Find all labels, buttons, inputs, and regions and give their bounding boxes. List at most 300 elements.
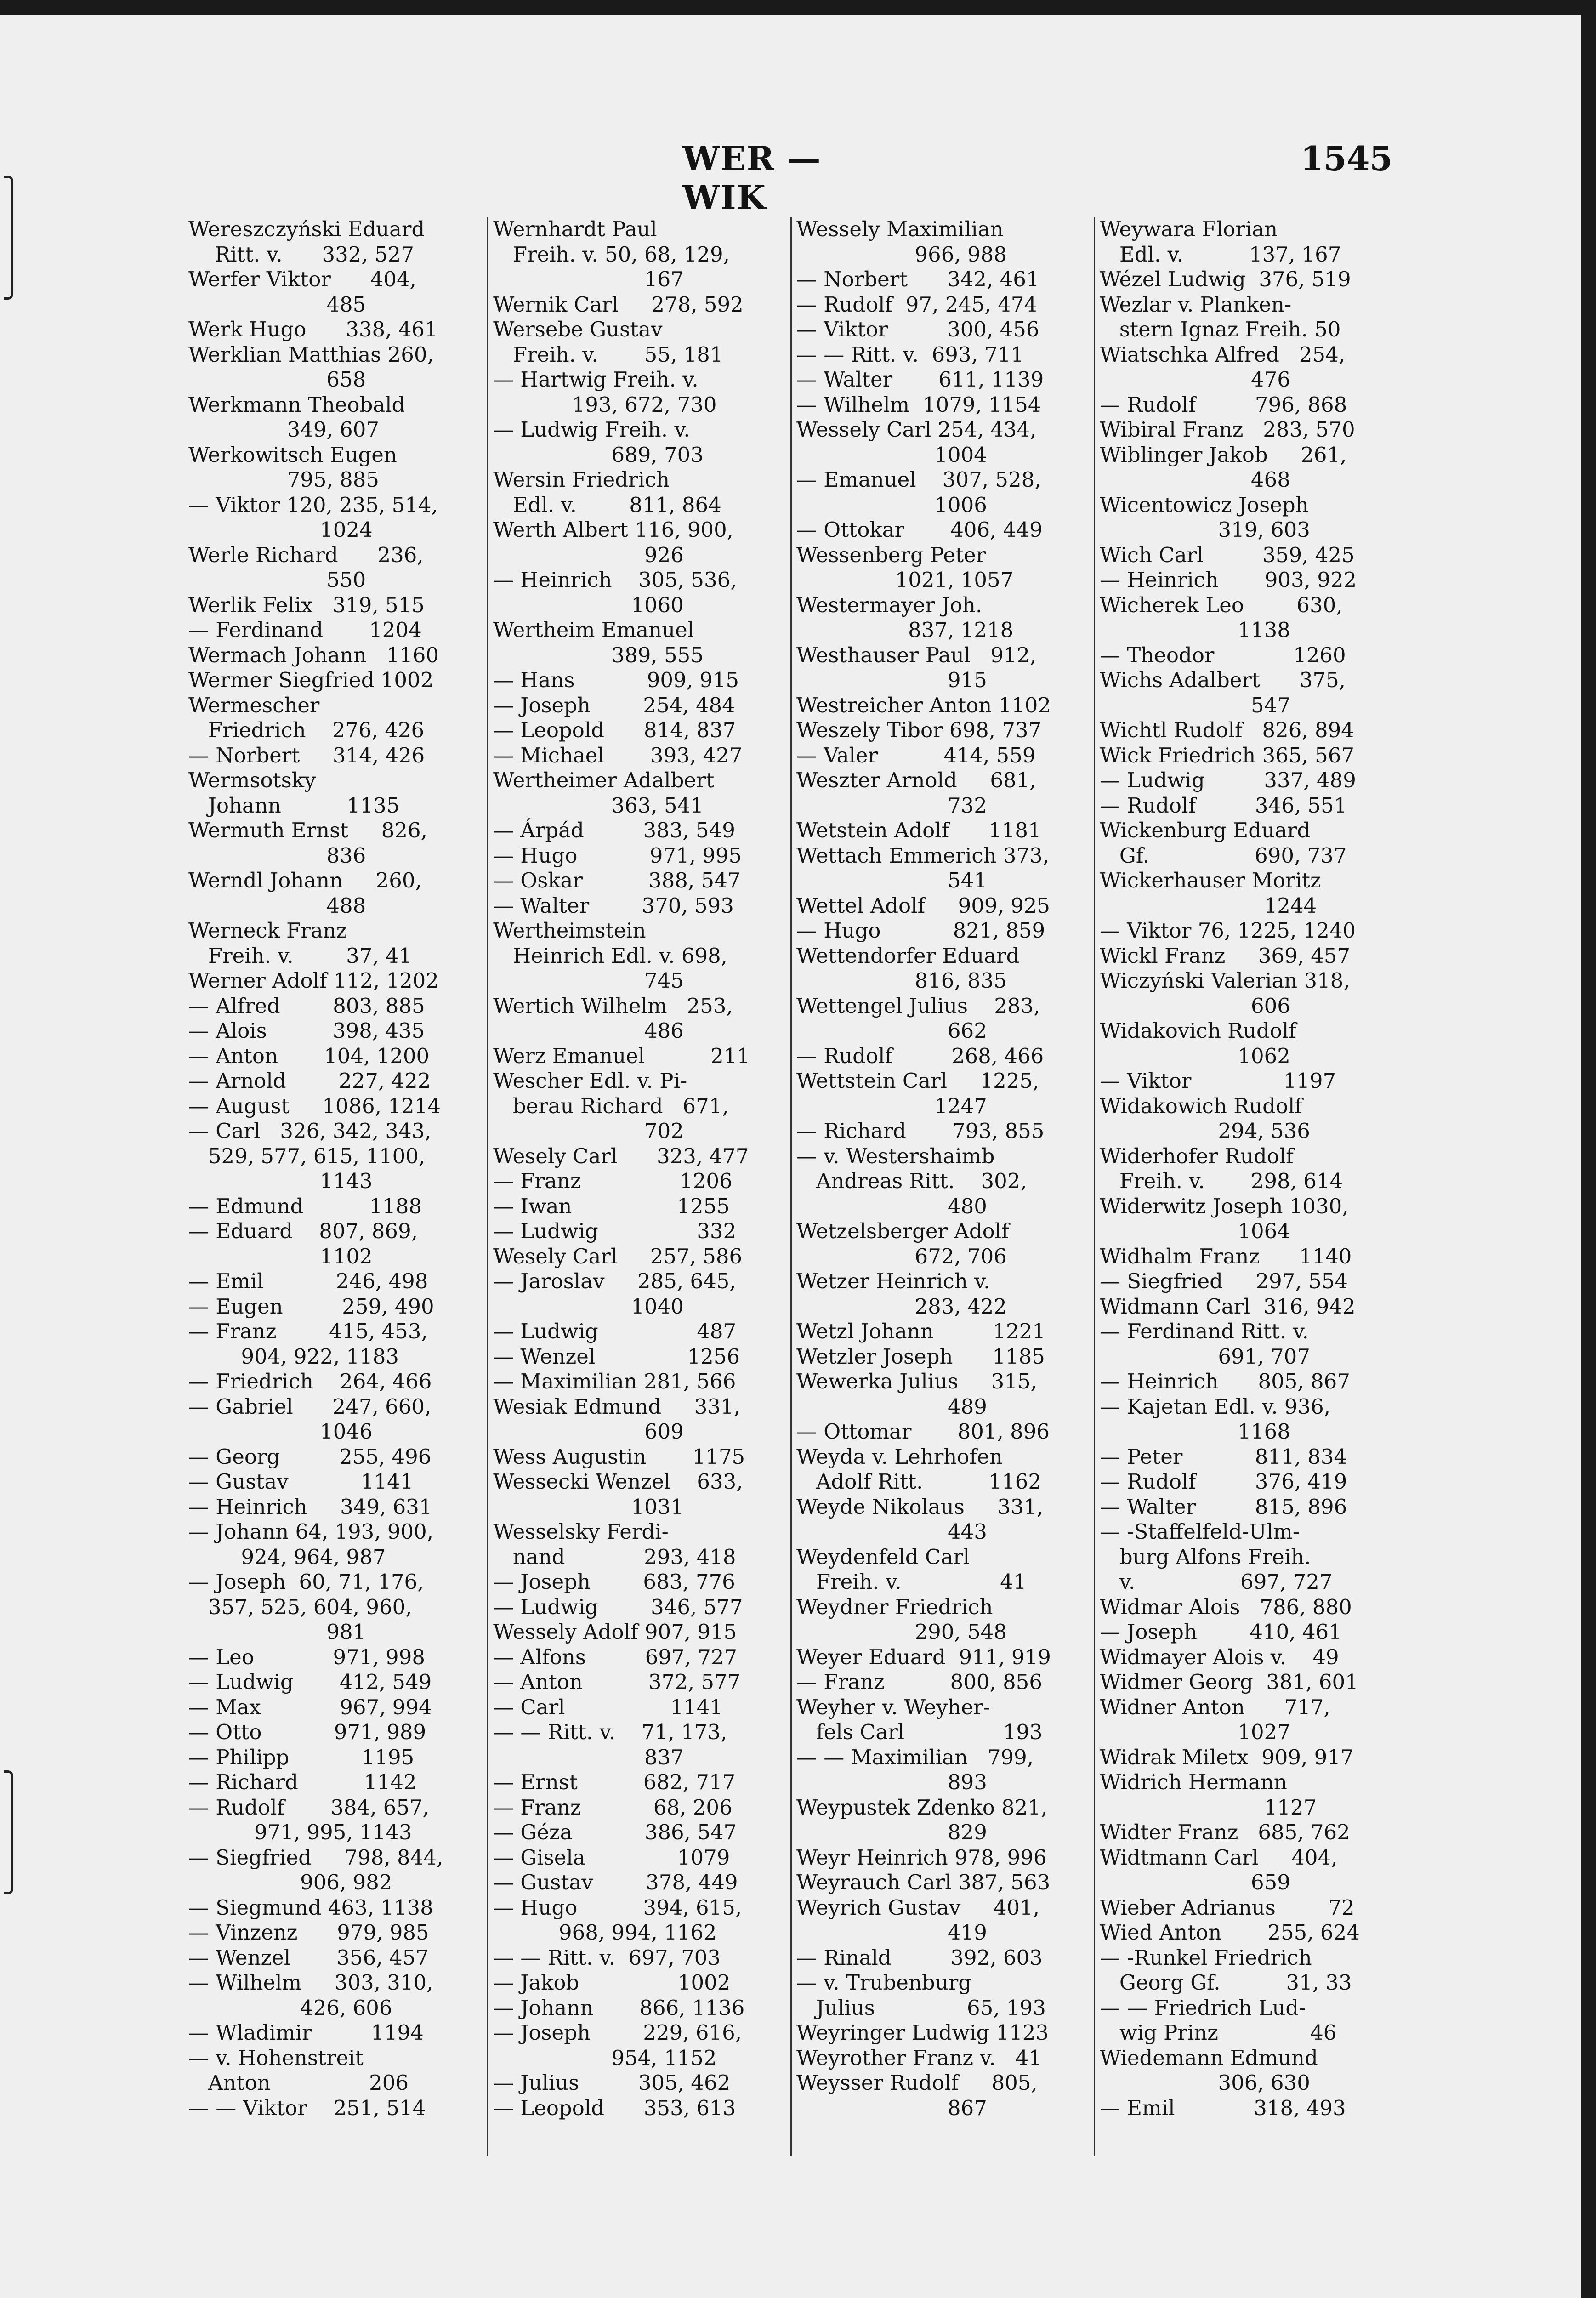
index-entry: Widhalm Franz 1140 — [1100, 1244, 1352, 1268]
index-entry: — Carl 326, 342, 343, — [188, 1119, 432, 1143]
index-entry: 349, 607 — [188, 417, 379, 442]
index-entry: 363, 541 — [493, 793, 704, 818]
index-entry: Wich Carl 359, 425 — [1100, 542, 1355, 567]
index-entry: Wiblinger Jakob 261, — [1100, 442, 1347, 467]
index-entry: — Walter 815, 896 — [1100, 1494, 1347, 1519]
index-entry: 954, 1152 — [493, 2045, 717, 2070]
index-entry: — Rinald 392, 603 — [796, 1945, 1043, 1970]
index-entry: v. 697, 727 — [1100, 1570, 1333, 1594]
index-entry: Weyrich Gustav 401, — [796, 1895, 1040, 1920]
index-entry: Weyr Heinrich 978, 996 — [796, 1845, 1047, 1870]
index-entry: 468 — [1100, 467, 1290, 492]
index-entry: — Emil 246, 498 — [188, 1269, 428, 1293]
index-entry: Weyda v. Lehrhofen — [796, 1444, 1003, 1469]
index-entry: 606 — [1100, 993, 1290, 1018]
index-entry: 1004 — [796, 442, 987, 467]
index-entry: Widrich Hermann — [1100, 1770, 1287, 1794]
index-entry: Werk Hugo 338, 461 — [188, 317, 438, 341]
index-entry: — Hugo 971, 995 — [493, 843, 742, 868]
index-column-4 — [1094, 217, 1397, 2156]
index-entry: — Wenzel 356, 457 — [188, 1945, 429, 1970]
index-entry: berau Richard 671, — [493, 1093, 729, 1118]
index-entry: Wersin Friedrich — [493, 467, 670, 492]
index-entry: Wickenburg Eduard — [1100, 818, 1311, 842]
index-entry: 1024 — [188, 518, 373, 542]
index-entry: Weyer Eduard 911, 919 — [796, 1644, 1051, 1669]
index-entry: — Wladimir 1194 — [188, 2020, 424, 2045]
index-entry: — Leo 971, 998 — [188, 1644, 425, 1669]
index-entry: Wesselsky Ferdi- — [493, 1519, 669, 1544]
index-entry: 319, 603 — [1100, 518, 1310, 542]
index-entry: Widmann Carl 316, 942 — [1100, 1294, 1356, 1319]
index-entry: — Julius 305, 462 — [493, 2070, 731, 2095]
index-entry: — Anton 104, 1200 — [188, 1043, 430, 1068]
index-entry: — Oskar 388, 547 — [493, 868, 741, 893]
index-entry: — Leopold 814, 837 — [493, 718, 736, 742]
index-entry: Julius 65, 193 — [796, 1995, 1046, 2020]
index-entry: stern Ignaz Freih. 50 — [1100, 317, 1341, 341]
index-entry: Werlik Felix 319, 515 — [188, 592, 425, 617]
index-entry: — Arnold 227, 422 — [188, 1069, 431, 1093]
index-entry: Georg Gf. 31, 33 — [1100, 1970, 1352, 1995]
index-entry: — Ottomar 801, 896 — [796, 1419, 1050, 1444]
index-entry: — Ludwig 412, 549 — [188, 1670, 432, 1694]
index-entry: 1168 — [1100, 1419, 1290, 1444]
index-entry: 795, 885 — [188, 467, 379, 492]
index-entry: 547 — [1100, 693, 1290, 717]
index-entry: Weszter Arnold 681, — [796, 768, 1036, 792]
index-entry: — Viktor 1197 — [1100, 1069, 1336, 1093]
index-entry: 1062 — [1100, 1043, 1290, 1068]
index-entry: — Georg 255, 496 — [188, 1444, 432, 1469]
index-entry: — Siegfried 798, 844, — [188, 1845, 443, 1870]
index-entry: Werner Adolf 112, 1202 — [188, 968, 439, 993]
index-entry: Wetzer Heinrich v. — [796, 1269, 990, 1293]
index-entry: — Norbert 314, 426 — [188, 743, 425, 768]
index-entry: Wettengel Julius 283, — [796, 993, 1040, 1018]
index-entry: — Hugo 821, 859 — [796, 918, 1045, 943]
index-entry: Wetzler Joseph 1185 — [796, 1344, 1045, 1369]
index-entry: 1027 — [1100, 1720, 1290, 1744]
index-entry: Widmayer Alois v. 49 — [1100, 1644, 1339, 1669]
index-entry: — Richard 1142 — [188, 1770, 417, 1794]
index-entry: — Ottokar 406, 449 — [796, 518, 1043, 542]
index-entry: Widerhofer Rudolf — [1100, 1143, 1294, 1168]
index-entry: 1127 — [1100, 1795, 1317, 1820]
index-entry: 426, 606 — [188, 1995, 392, 2020]
index-entry: Wichtl Rudolf 826, 894 — [1100, 718, 1354, 742]
index-entry: Westreicher Anton 1102 — [796, 693, 1051, 717]
index-entry: Freih. v. 41 — [796, 1570, 1027, 1594]
index-entry: — Géza 386, 547 — [493, 1820, 737, 1844]
index-entry: — Joseph 683, 776 — [493, 1570, 735, 1594]
index-entry: — Siegmund 463, 1138 — [188, 1895, 433, 1920]
index-entry: 609 — [493, 1419, 684, 1444]
index-entry: Andreas Ritt. 302, — [796, 1169, 1027, 1193]
index-entry: — v. Trubenburg — [796, 1970, 972, 1995]
index-entry: Johann 1135 — [188, 793, 400, 818]
index-entry: — Ferdinand Ritt. v. — [1100, 1319, 1309, 1343]
index-entry: 1006 — [796, 492, 987, 517]
index-entry: — Iwan 1255 — [493, 1194, 730, 1218]
index-entry: Wézel Ludwig 376, 519 — [1100, 267, 1351, 291]
index-entry: Widner Anton 717, — [1100, 1695, 1330, 1719]
index-entry: — Heinrich 805, 867 — [1100, 1369, 1350, 1394]
index-entry: — Johann 64, 193, 900, — [188, 1519, 434, 1544]
index-entry: 1102 — [188, 1244, 373, 1268]
index-entry: — Valer 414, 559 — [796, 743, 1036, 768]
index-entry: Werneck Franz — [188, 918, 347, 943]
index-entry: — Otto 971, 989 — [188, 1720, 426, 1744]
index-entry: 1046 — [188, 1419, 373, 1444]
index-entry: 306, 630 — [1100, 2070, 1310, 2095]
index-entry: Widmar Alois 786, 880 — [1100, 1594, 1352, 1619]
index-entry: Weyringer Ludwig 1123 — [796, 2020, 1049, 2045]
book-page — [0, 15, 1581, 2298]
index-entry: Freih. v. 37, 41 — [188, 943, 412, 968]
index-entry: — Theodor 1260 — [1100, 643, 1346, 667]
page-header — [0, 139, 1581, 217]
index-entry: Wetstein Adolf 1181 — [796, 818, 1041, 842]
index-entry: nand 293, 418 — [493, 1544, 736, 1569]
index-entry: — Rudolf 97, 245, 474 — [796, 292, 1037, 317]
index-entry: — Peter 811, 834 — [1100, 1444, 1347, 1469]
index-entry: wig Prinz 46 — [1100, 2020, 1337, 2045]
index-entry: Wessenberg Peter — [796, 542, 986, 567]
index-entry: Wess Augustin 1175 — [493, 1444, 745, 1469]
index-entry: — Viktor 300, 456 — [796, 317, 1039, 341]
index-entry: 829 — [796, 1820, 987, 1844]
index-entry: 476 — [1100, 367, 1290, 392]
index-entry: — v. Hohenstreit — [188, 2045, 364, 2070]
index-entry: 966, 988 — [796, 242, 1007, 267]
index-column-2 — [487, 217, 790, 2156]
index-entry: Wessely Carl 254, 434, — [796, 417, 1037, 442]
index-entry: 836 — [188, 843, 366, 868]
index-entry: Wieber Adrianus 72 — [1100, 1895, 1355, 1920]
index-entry: Wersebe Gustav — [493, 317, 663, 341]
index-entry: — Heinrich 903, 922 — [1100, 568, 1357, 592]
index-entry: Wermuth Ernst 826, — [188, 818, 427, 842]
index-entry: 480 — [796, 1194, 987, 1218]
index-column-1 — [184, 217, 487, 2156]
index-entry: 691, 707 — [1100, 1344, 1310, 1369]
index-entry: — Eduard 807, 869, — [188, 1219, 418, 1243]
index-entry: 167 — [493, 267, 684, 291]
index-entry: Friedrich 276, 426 — [188, 718, 425, 742]
index-entry: 968, 994, 1162 — [493, 1920, 717, 1945]
index-entry: 357, 525, 604, 960, — [188, 1594, 412, 1619]
page-number: 1545 — [1301, 139, 1393, 178]
index-entry: 290, 548 — [796, 1620, 1007, 1644]
index-entry: Werndl Johann 260, — [188, 868, 422, 893]
index-entry: 662 — [796, 1018, 987, 1043]
index-entry: Werkowitsch Eugen — [188, 442, 397, 467]
index-entry: 1021, 1057 — [796, 568, 1014, 592]
index-entry: Wertich Wilhelm 253, — [493, 993, 733, 1018]
index-entry: Werle Richard 236, — [188, 542, 424, 567]
index-entry: 658 — [188, 367, 366, 392]
index-entry: — Rudolf 346, 551 — [1100, 793, 1347, 818]
index-entry: 1244 — [1100, 893, 1317, 918]
index-entry: — Heinrich 305, 536, — [493, 568, 737, 592]
index-entry: — Ludwig 346, 577 — [493, 1594, 743, 1619]
index-entry: — Jaroslav 285, 645, — [493, 1269, 736, 1293]
index-entry: — Hans 909, 915 — [493, 668, 739, 692]
index-entry: — -Staffelfeld-Ulm- — [1100, 1519, 1300, 1544]
index-entry: — Philipp 1195 — [188, 1745, 415, 1769]
index-entry: — Maximilian 281, 566 — [493, 1369, 736, 1394]
index-entry: — Leopold 353, 613 — [493, 2095, 736, 2120]
index-entry: — Johann 866, 1136 — [493, 1995, 745, 2020]
index-entry: Widakovich Rudolf — [1100, 1018, 1296, 1043]
index-entry: 732 — [796, 793, 987, 818]
index-entry: — Wilhelm 303, 310, — [188, 1970, 433, 1995]
index-entry: Freih. v. 298, 614 — [1100, 1169, 1343, 1193]
index-entry: — — Ritt. v. 697, 703 — [493, 1945, 721, 1970]
index-entry: Wermer Siegfried 1002 — [188, 668, 434, 692]
index-entry: 1064 — [1100, 1219, 1290, 1243]
index-entry: Wiatschka Alfred 254, — [1100, 342, 1346, 367]
index-entry: 443 — [796, 1519, 987, 1544]
index-entry: 1138 — [1100, 618, 1290, 642]
index-entry: — Walter 611, 1139 — [796, 367, 1044, 392]
index-entry: Gf. 690, 737 — [1100, 843, 1347, 868]
index-entry: Wesiak Edmund 331, — [493, 1394, 740, 1419]
index-entry: 486 — [493, 1018, 684, 1043]
index-entry: 488 — [188, 893, 366, 918]
index-entry: — Viktor 76, 1225, 1240 — [1100, 918, 1356, 943]
index-entry: Weyde Nikolaus 331, — [796, 1494, 1044, 1519]
index-entry: — Franz 800, 856 — [796, 1670, 1042, 1694]
index-entry: Widter Franz 685, 762 — [1100, 1820, 1350, 1844]
index-entry: Weyrother Franz v. 41 — [796, 2045, 1042, 2070]
index-entry: Weszely Tibor 698, 737 — [796, 718, 1042, 742]
index-entry: Heinrich Edl. v. 698, — [493, 943, 728, 968]
index-entry: — Norbert 342, 461 — [796, 267, 1039, 291]
index-entry: — Árpád 383, 549 — [493, 818, 735, 842]
index-entry: 541 — [796, 868, 987, 893]
index-entry: — Joseph 229, 616, — [493, 2020, 742, 2045]
index-entry: 672, 706 — [796, 1244, 1007, 1268]
index-entry: Wermescher — [188, 693, 320, 717]
index-entry: 924, 964, 987 — [188, 1544, 386, 1569]
index-entry: Wessely Maximilian — [796, 217, 1004, 241]
index-entry: — Emil 318, 493 — [1100, 2095, 1346, 2120]
index-entry: 837 — [493, 1745, 684, 1769]
index-entry: Wichs Adalbert 375, — [1100, 668, 1346, 692]
index-entry: Wettendorfer Eduard — [796, 943, 1020, 968]
index-entry: Wertheimstein — [493, 918, 646, 943]
index-entry: Wernik Carl 278, 592 — [493, 292, 744, 317]
index-entry: Widrak Miletx 909, 917 — [1100, 1745, 1354, 1769]
index-entry: — Joseph 254, 484 — [493, 693, 735, 717]
index-entry: Wick Friedrich 365, 567 — [1100, 743, 1354, 768]
index-entry: Wesely Carl 257, 586 — [493, 1244, 743, 1268]
index-entry: 193, 672, 730 — [493, 392, 717, 417]
index-entry: Westhauser Paul 912, — [796, 643, 1037, 667]
index-entry: Wessely Adolf 907, 915 — [493, 1620, 737, 1644]
index-column-3 — [790, 217, 1094, 2156]
index-entry: — Carl 1141 — [493, 1695, 723, 1719]
index-entry: — Franz 415, 453, — [188, 1319, 428, 1343]
index-entry: Weyrauch Carl 387, 563 — [796, 1870, 1051, 1894]
index-entry: 893 — [796, 1770, 987, 1794]
index-entry: — Vinzenz 979, 985 — [188, 1920, 429, 1945]
index-entry: Wessecki Wenzel 633, — [493, 1469, 743, 1494]
index-entry: — Alois 398, 435 — [188, 1018, 425, 1043]
index-entry: 489 — [796, 1394, 987, 1419]
index-entry: 971, 995, 1143 — [188, 1820, 412, 1844]
index-entry: — v. Westershaimb — [796, 1143, 995, 1168]
index-entry: Weyher v. Weyher- — [796, 1695, 990, 1719]
index-entry: Weydenfeld Carl — [796, 1544, 970, 1569]
index-entry: — Gustav 378, 449 — [493, 1870, 738, 1894]
index-entry: Werkmann Theobald — [188, 392, 405, 417]
page-title: WER — WIK — [682, 139, 822, 217]
index-entry: — Joseph 60, 71, 176, — [188, 1570, 424, 1594]
index-entry: Wewerka Julius 315, — [796, 1369, 1037, 1394]
index-entry: — Alfred 803, 885 — [188, 993, 425, 1018]
index-entry: 926 — [493, 542, 684, 567]
index-entry: — Gisela 1079 — [493, 1845, 730, 1870]
index-entry: Wermach Johann 1160 — [188, 643, 439, 667]
index-entry: — Heinrich 349, 631 — [188, 1494, 432, 1519]
index-entry: — Richard 793, 855 — [796, 1119, 1045, 1143]
index-entry: — Siegfried 297, 554 — [1100, 1269, 1348, 1293]
index-entry: Wezlar v. Planken- — [1100, 292, 1292, 317]
index-entry: — Gustav 1141 — [188, 1469, 414, 1494]
index-entry: Wied Anton 255, 624 — [1100, 1920, 1360, 1945]
index-entry: Wickl Franz 369, 457 — [1100, 943, 1351, 968]
index-entry: Edl. v. 811, 864 — [493, 492, 721, 517]
index-entry: Wernhardt Paul — [493, 217, 657, 241]
index-entry: Wicherek Leo 630, — [1100, 592, 1343, 617]
binding-mark — [4, 1770, 13, 1894]
index-entry: Wiczyński Valerian 318, — [1100, 968, 1350, 993]
index-entry: — Ernst 682, 717 — [493, 1770, 736, 1794]
index-entry: Ritt. v. 332, 527 — [188, 242, 414, 267]
index-entry: Werth Albert 116, 900, — [493, 518, 734, 542]
index-entry: Widtmann Carl 404, — [1100, 1845, 1338, 1870]
index-entry: — Ferdinand 1204 — [188, 618, 422, 642]
index-entry: 485 — [188, 292, 366, 317]
index-entry: Wermsotsky — [188, 768, 316, 792]
index-entry: 867 — [796, 2095, 987, 2120]
index-entry: Wescher Edl. v. Pi- — [493, 1069, 687, 1093]
index-entry: — — Ritt. v. 693, 711 — [796, 342, 1024, 367]
index-entry: — Emanuel 307, 528, — [796, 467, 1041, 492]
index-entry: — Joseph 410, 461 — [1100, 1620, 1342, 1644]
index-entry: 1031 — [493, 1494, 684, 1519]
index-entry: Werklian Matthias 260, — [188, 342, 434, 367]
index-entry: — Eugen 259, 490 — [188, 1294, 434, 1319]
index-entry: Weywara Florian — [1100, 217, 1278, 241]
index-entry: 283, 422 — [796, 1294, 1007, 1319]
index-entry: — — Maximilian 799, — [796, 1745, 1034, 1769]
index-entry: — Friedrich 264, 466 — [188, 1369, 432, 1394]
index-entry: — Hugo 394, 615, — [493, 1895, 742, 1920]
index-entry: Wicentowicz Joseph — [1100, 492, 1309, 517]
index-entry: — Franz 1206 — [493, 1169, 733, 1193]
index-entry: — Wilhelm 1079, 1154 — [796, 392, 1041, 417]
index-entry: 419 — [796, 1920, 987, 1945]
index-entry: 816, 835 — [796, 968, 1007, 993]
index-entry: Wereszczyński Eduard — [188, 217, 425, 241]
index-entry: — Hartwig Freih. v. — [493, 367, 699, 392]
index-entry: — Rudolf 268, 466 — [796, 1043, 1044, 1068]
index-entry: Weypustek Zdenko 821, — [796, 1795, 1048, 1820]
index-entry: Anton 206 — [188, 2070, 409, 2095]
index-entry: Widerwitz Joseph 1030, — [1100, 1194, 1349, 1218]
index-entry: Adolf Ritt. 1162 — [796, 1469, 1041, 1494]
index-entry: 906, 982 — [188, 1870, 392, 1894]
index-entry: — Ludwig 337, 489 — [1100, 768, 1356, 792]
index-entry: — Viktor 120, 235, 514, — [188, 492, 438, 517]
index-entry: — Rudolf 376, 419 — [1100, 1469, 1347, 1494]
index-entry: Wiedemann Edmund — [1100, 2045, 1318, 2070]
index-entry: Weysser Rudolf 805, — [796, 2070, 1038, 2095]
index-entry: — Walter 370, 593 — [493, 893, 734, 918]
index-entry: Wettstein Carl 1225, — [796, 1069, 1039, 1093]
index-entry: Wetzelsberger Adolf — [796, 1219, 1009, 1243]
index-entry: — Jakob 1002 — [493, 1970, 731, 1995]
index-entry: Edl. v. 137, 167 — [1100, 242, 1341, 267]
index-entry: Werfer Viktor 404, — [188, 267, 416, 291]
index-entry: — Wenzel 1256 — [493, 1344, 740, 1369]
index-entry: — -Runkel Friedrich — [1100, 1945, 1312, 1970]
index-entry: Westermayer Joh. — [796, 592, 983, 617]
index-entry: 1060 — [493, 592, 684, 617]
index-entry: 1040 — [493, 1294, 684, 1319]
index-entry: 904, 922, 1183 — [188, 1344, 399, 1369]
index-entry: Weydner Friedrich — [796, 1594, 993, 1619]
index-entry: 745 — [493, 968, 684, 993]
index-entry: — — Viktor 251, 514 — [188, 2095, 426, 2120]
index-entry: — Anton 372, 577 — [493, 1670, 741, 1694]
index-entry: — — Ritt. v. 71, 173, — [493, 1720, 727, 1744]
index-entry: — Gabriel 247, 660, — [188, 1394, 432, 1419]
index-entry: 837, 1218 — [796, 618, 1014, 642]
index-entry: Wertheimer Adalbert — [493, 768, 715, 792]
index-entry: Wickerhauser Moritz — [1100, 868, 1321, 893]
index-entry: — Ludwig 332 — [493, 1219, 737, 1243]
index-entry: 689, 703 — [493, 442, 704, 467]
index-entry: Wibiral Franz 283, 570 — [1100, 417, 1355, 442]
index-entry: 550 — [188, 568, 366, 592]
index-entry: Freih. v. 50, 68, 129, — [493, 242, 730, 267]
index-entry: 1247 — [796, 1093, 987, 1118]
index-entry: Widmer Georg 381, 601 — [1100, 1670, 1358, 1694]
index-entry: — — Friedrich Lud- — [1100, 1995, 1306, 2020]
index-entry: Wesely Carl 323, 477 — [493, 1143, 749, 1168]
index-entry: 702 — [493, 1119, 684, 1143]
index-entry: Wertheim Emanuel — [493, 618, 694, 642]
index-entry: 529, 577, 615, 1100, — [188, 1143, 426, 1168]
index-entry: Wetzl Johann 1221 — [796, 1319, 1045, 1343]
index-entry: — Kajetan Edl. v. 936, — [1100, 1394, 1331, 1419]
index-entry: — Max 967, 994 — [188, 1695, 432, 1719]
index-entry: — Edmund 1188 — [188, 1194, 422, 1218]
index-entry: 1143 — [188, 1169, 373, 1193]
index-entry: — Rudolf 796, 868 — [1100, 392, 1347, 417]
index-entry: — Franz 68, 206 — [493, 1795, 733, 1820]
index-entry: Wettel Adolf 909, 925 — [796, 893, 1051, 918]
index-entry: Werz Emanuel 211 — [493, 1043, 750, 1068]
index-entry: Widakowich Rudolf — [1100, 1093, 1303, 1118]
index-entry: 294, 536 — [1100, 1119, 1310, 1143]
index-entry: fels Carl 193 — [796, 1720, 1043, 1744]
